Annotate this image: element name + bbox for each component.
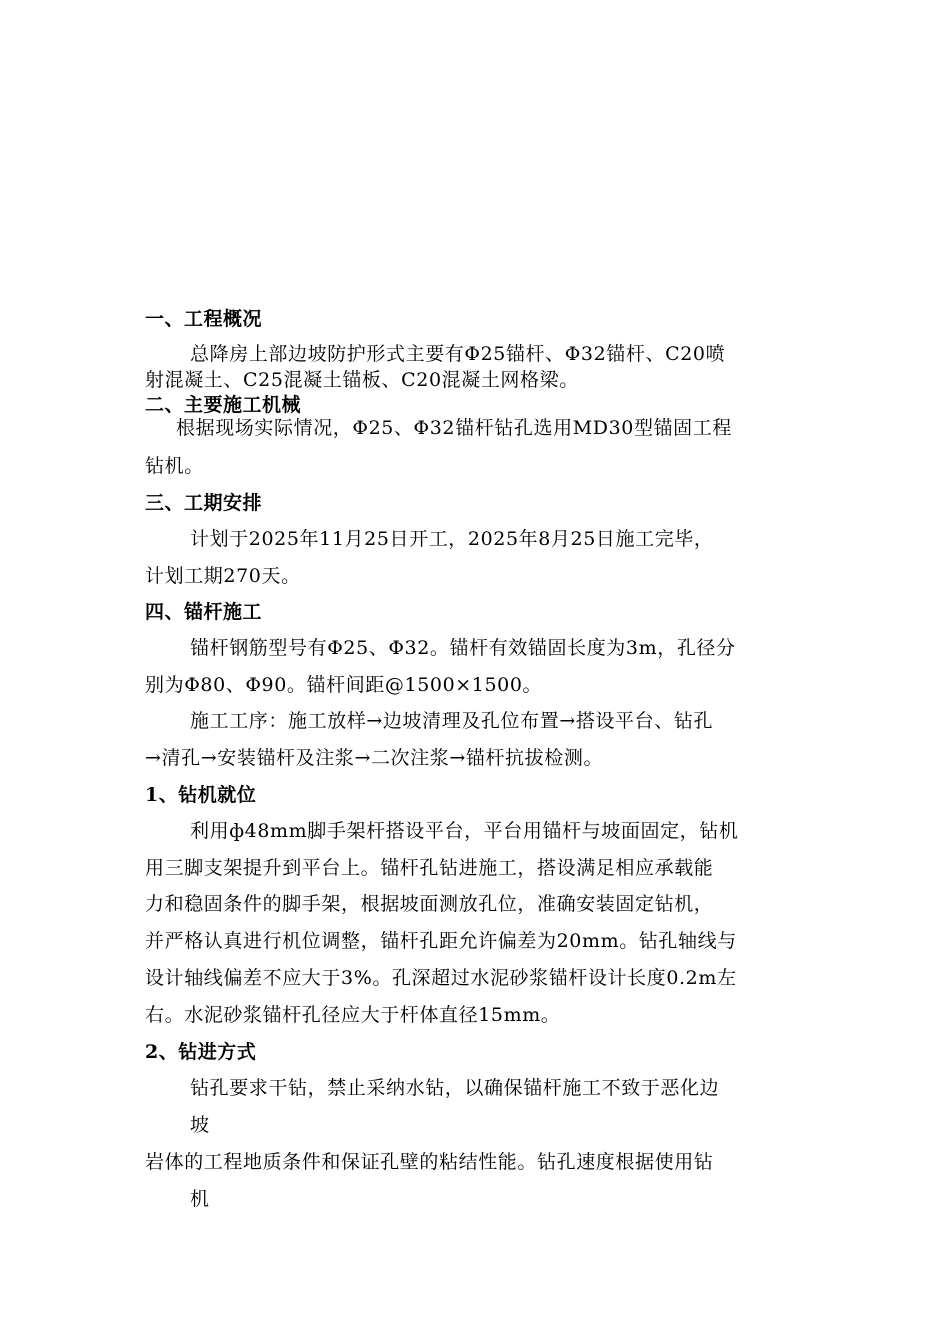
paragraph-line: 岩体的工程地质条件和保证孔壁的粘结性能。钻孔速度根据使用钻 [145,1151,714,1173]
paragraph-line: 并严格认真进行机位调整，锚杆孔距允许偏差为20mm。钻孔轴线与 [145,930,737,952]
paragraph-line: →清孔→安装锚杆及注浆→二次注浆→锚杆抗拔检测。 [145,747,604,769]
paragraph-line: 力和稳固条件的脚手架，根据坡面测放孔位，准确安装固定钻机， [145,893,714,915]
paragraph-line: 机 [190,1188,210,1210]
paragraph-line: 锚杆钢筋型号有Φ25、Φ32。锚杆有效锚固长度为3m，孔径分 [190,637,736,659]
paragraph-line: 右。水泥砂浆锚杆孔径应大于杆体直径15mm。 [145,1004,561,1026]
paragraph-line: 钻孔要求干钻，禁止采纳水钻，以确保锚杆施工不致于恶化边 [190,1077,720,1099]
paragraph-line: 坡 [190,1114,210,1136]
paragraph-line: 用三脚支架提升到平台上。锚杆孔钻进施工，搭设满足相应承载能 [145,857,714,879]
section-heading-project-overview: 一、工程概况 [145,308,263,330]
section-heading-drilling-method: 2、钻进方式 [145,1041,257,1063]
paragraph-line: 总降房上部边坡防护形式主要有Φ25锚杆、Φ32锚杆、C20喷 [190,343,726,365]
paragraph-line: 射混凝土、C25混凝土锚板、C20混凝土网格梁。 [145,369,579,391]
paragraph-line: 利用ф48mm脚手架杆搭设平台，平台用锚杆与坡面固定，钻机 [190,820,739,842]
section-heading-main-machinery: 二、主要施工机械 [145,394,302,416]
paragraph-line: 计划工期270天。 [145,565,301,587]
paragraph-line: 钻机。 [145,455,204,477]
paragraph-line: 施工工序：施工放样→边坡清理及孔位布置→搭设平台、钻孔 [190,710,714,732]
paragraph-line: 计划于2025年11月25日开工，2025年8月25日施工完毕， [190,528,714,550]
section-heading-schedule: 三、工期安排 [145,492,263,514]
paragraph-line: 别为Φ80、Φ90。锚杆间距@1500×1500。 [145,674,543,696]
paragraph-line: 设计轴线偏差不应大于3%。孔深超过水泥砂浆锚杆设计长度0.2m左 [145,967,737,989]
paragraph-line: 根据现场实际情况，Φ25、Φ32锚杆钻孔选用MD30型锚固工程 [176,417,732,439]
section-heading-drill-positioning: 1、钻机就位 [145,784,257,806]
section-heading-anchor-construction: 四、锚杆施工 [145,601,263,623]
